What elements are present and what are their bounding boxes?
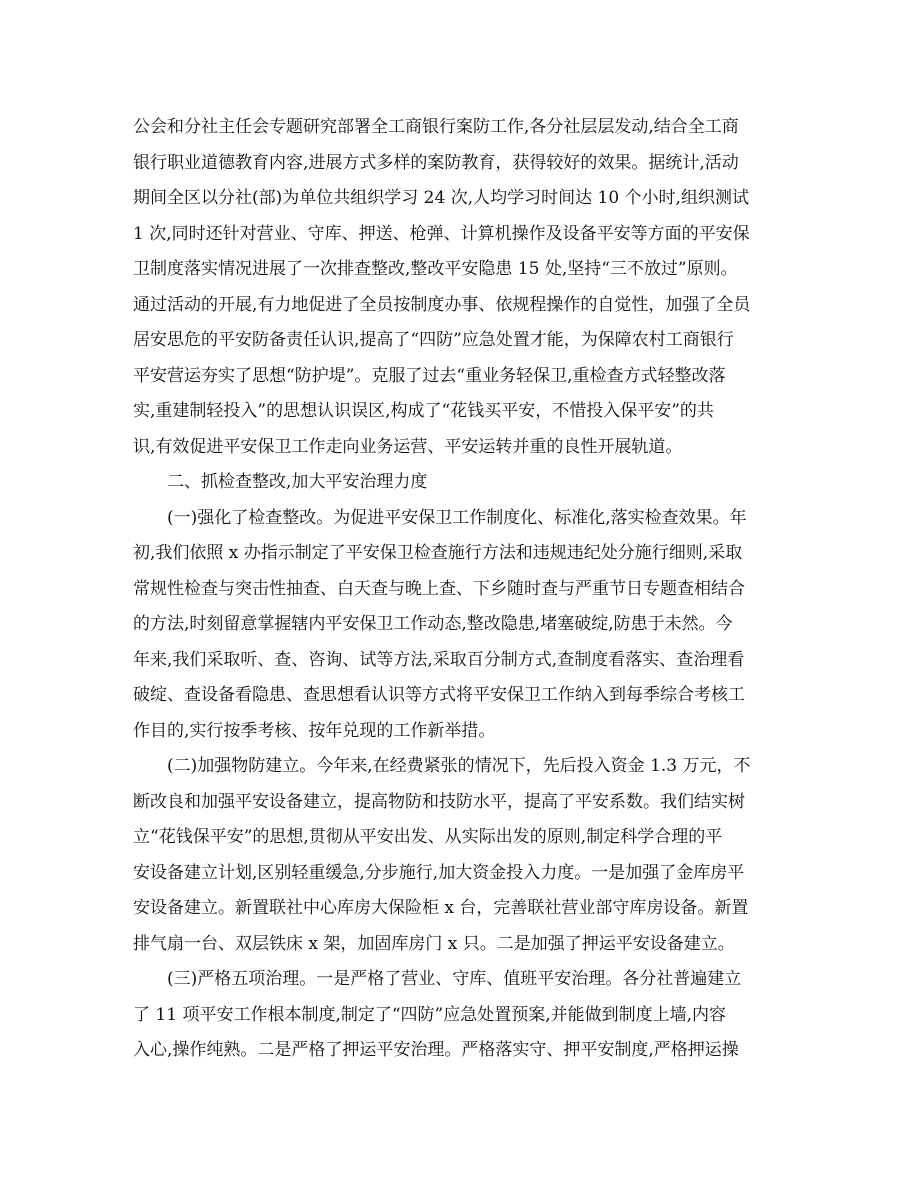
text-line: 破绽、查设备看隐患、查思想看认识等方式将平安保卫工作纳入到每季综合考核工 [133,685,745,705]
text-line: 公会和分社主任会专题研究部署全工商银行案防工作,各分社层层发动,结合全工商 [133,117,739,137]
text-line: 识,有效促进平安保卫工作走向业务运营、平安运转并重的良性开展轨道。 [133,436,683,457]
text-line: 年来,我们采取听、查、咨询、试等方法,采取百分制方式,查制度看落实、查治理看 [133,649,745,670]
text-line: (一)强化了检查整改。为促进平安保卫工作制度化、标准化,落实检查效果。年 [167,507,747,528]
text-line: 安设备建立计划,区别轻重缓急,分步施行,加大资金投入力度。一是加强了金库房平 [133,862,745,883]
text-line: (三)严格五项治理。一是严格了营业、守库、值班平安治理。各分社普遍建立 [167,969,742,989]
text-line: 期间全区以分社(部)为单位共组织学习 24 次,人均学习时间达 10 个小时,组织测试 [133,188,749,208]
text-line: 入心,操作纯熟。二是严格了押运平安治理。严格落实守、押平安制度,严格押运操 [133,1040,739,1060]
text-line: 安设备建立。新置联社中心库房大保险柜 x 台，完善联社营业部守库房设备。新置 [133,898,749,918]
text-line: 的方法,时刻留意掌握辖内平安保卫工作动态,整改隐患,堵塞破绽,防患于未然。今 [133,614,733,634]
text-line: 卫制度落实情况进展了一次排查整改,整改平安隐患 15 处,坚持“三不放过”原则。 [133,259,738,279]
text-line: 二、抓检查整改,加大平安治理力度 [167,472,428,492]
text-line: 居安思危的平安防备责任认识,提高了“四防”应急处置才能，为保障农村工商银行 [133,330,734,350]
text-line: 断改良和加强平安设备建立，提高物防和技防水平，提高了平安系数。我们结实树 [133,791,745,812]
text-line: 银行职业道德教育内容,进展方式多样的案防教育，获得较好的效果。据统计,活动 [133,152,739,173]
text-line: 立“花钱保平安”的思想,贯彻从平安出发、从实际出发的原则,制定科学合理的平 [133,827,723,847]
text-line: 平安营运夯实了思想“防护堤”。克服了过去“重业务轻保卫,重检查方式轻整改落 [133,365,726,386]
text-line: (二)加强物防建立。今年来,在经费紧张的情况下，先后投入资金 1.3 万元，不 [167,756,751,776]
text-line: 作目的,实行按季考核、按年兑现的工作新举措。 [133,720,496,741]
text-line: 初,我们依照 x 办指示制定了平安保卫检查施行方法和违规违纪处分施行细则,采取 [133,543,743,563]
body-text [133,110,789,1069]
text-line: 排气扇一台、双层铁床 x 架，加固库房门 x 只。二是加强了押运平安设备建立。 [133,933,735,954]
text-line: 了 11 项平安工作根本制度,制定了“四防”应急处置预案,并能做到制度上墙,内容 [133,1004,727,1025]
text-line: 实,重建制轻投入”的思想认识误区,构成了“花钱买平安，不惜投入保平安”的共 [133,401,714,421]
text-line: 1 次,同时还针对营业、守库、押送、枪弹、计算机操作及设备平安等方面的平安保 [133,223,750,244]
text-line: 通过活动的开展,有力地促进了全员按制度办事、依规程操作的自觉性，加强了全员 [133,294,751,315]
text-line: 常规性检查与突击性抽查、白天查与晚上查、下乡随时查与严重节日专题查相结合 [133,578,745,599]
